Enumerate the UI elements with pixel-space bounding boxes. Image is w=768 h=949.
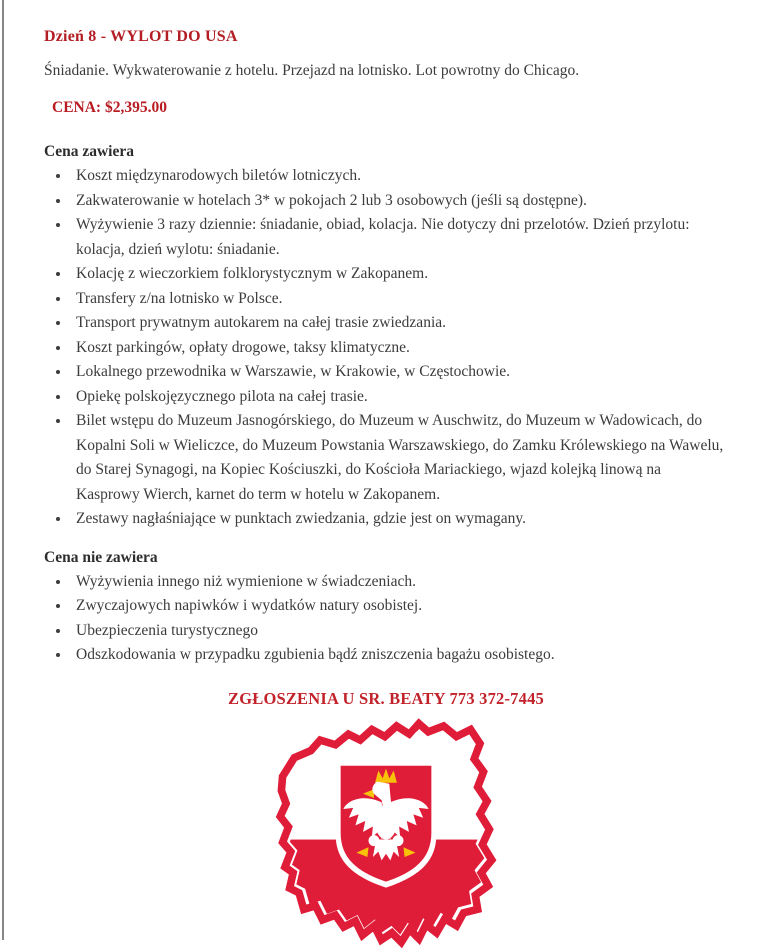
list-item: • Koszt międzynarodowych biletów lotniczych. <box>71 164 728 189</box>
list-item: • Odszkodowania w przypadku zgubienia bądź zniszczenia bagażu osobistego. <box>71 643 728 668</box>
page-title: Dzień 8 - WYLOT DO USA <box>44 28 238 45</box>
includes-list <box>44 164 728 532</box>
list-item: • Wyżywienie 3 razy dziennie: śniadanie, obiad, kolacja. Nie dotyczy dni przelotów. Dzień przylotu: kolacja, dzień wylotu: śniadanie. <box>71 213 728 262</box>
intro-paragraph: Śniadanie. Wykwaterowanie z hotelu. Przejazd na lotnisko. Lot powrotny do Chicago. <box>44 62 580 79</box>
excludes-list <box>44 570 728 668</box>
list-item: • Bilet wstępu do Muzeum Jasnogórskiego, do Muzeum w Auschwitz, do Muzeum w Wadowicach, do Kopalni Soli w Wieliczce, do Muzeum Powstania Warszawskiego, do Zamku Królewskiego na Wawelu, do Starej Synagogi, na Kopiec Kościuszki, do Kościoła Mariackiego, wjazd kolejką linową na Kasprowy Wierch, karnet do term w hotelu w Zakopanem. <box>71 409 728 507</box>
includes-heading: Cena zawiera <box>44 143 134 160</box>
list-item: • Koszt parkingów, opłaty drogowe, taksy klimatyczne. <box>71 336 728 361</box>
price-line: CENA: $2,395.00 <box>52 99 167 116</box>
list-item: • Zwyczajowych napiwków i wydatków natury osobistej. <box>71 594 728 619</box>
excludes-heading: Cena nie zawiera <box>44 548 158 566</box>
poland-map-icon <box>257 717 515 949</box>
list-item: • Zakwaterowanie w hotelach 3* w pokojach 2 lub 3 osobowych (jeśli są dostępne). <box>71 189 728 214</box>
list-item: • Transfery z/na lotnisko w Polsce. <box>71 287 728 312</box>
contact-line: ZGŁOSZENIA U SR. BEATY 773 372-7445 <box>228 688 544 708</box>
list-item: • Opiekę polskojęzycznego pilota na całej trasie. <box>71 385 728 410</box>
list-item: • Ubezpieczenia turystycznego <box>71 619 728 644</box>
list-item: • Transport prywatnym autokarem na całej trasie zwiedzania. <box>71 311 728 336</box>
list-item: • Lokalnego przewodnika w Warszawie, w Krakowie, w Częstochowie. <box>71 360 728 385</box>
list-item: • Zestawy nagłaśniające w punktach zwiedzania, gdzie jest on wymagany. <box>71 507 728 532</box>
list-item: • Kolację z wieczorkiem folklorystycznym w Zakopanem. <box>71 262 728 287</box>
poland-map-container <box>44 717 728 949</box>
page-left-edge-line <box>2 0 4 940</box>
list-item: • Wyżywienia innego niż wymienione w świadczeniach. <box>71 570 728 595</box>
